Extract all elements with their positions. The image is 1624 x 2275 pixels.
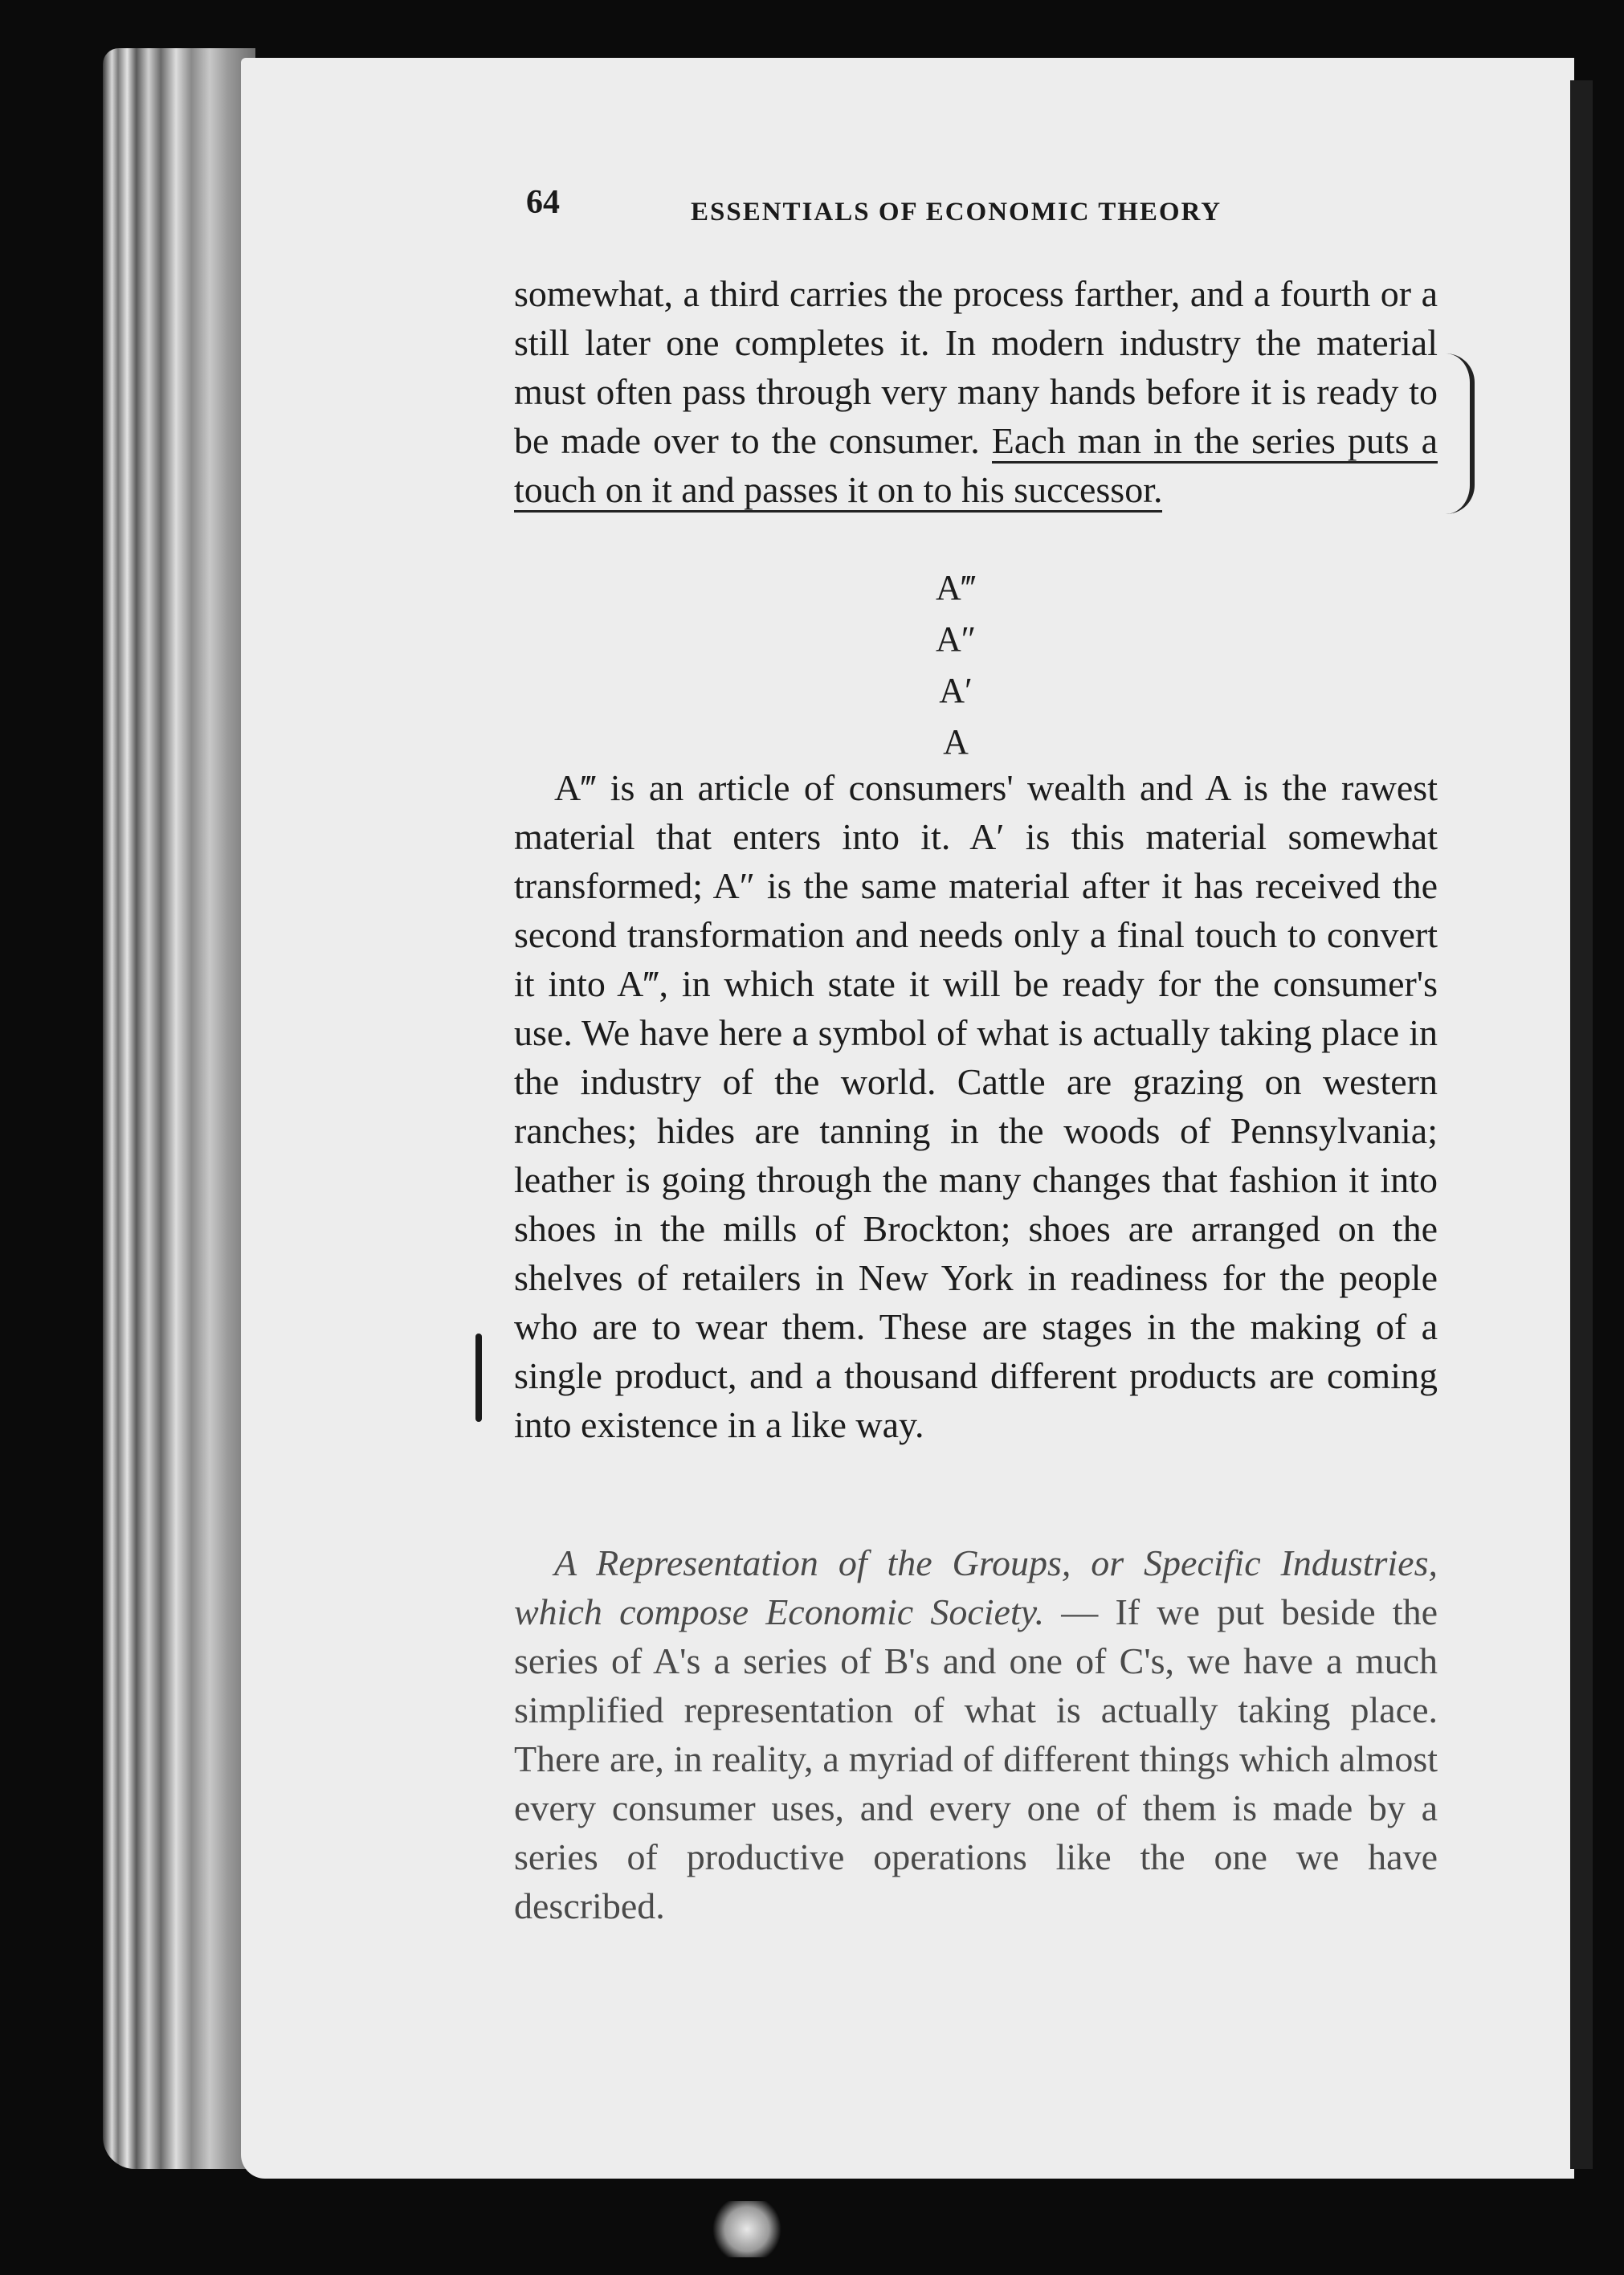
paragraph-3-text: — If we put beside the series of A's a series of B's and one of C's, we have a much simplified representation of what is actually taking place. There are, in reality, a myriad of different things which almost every consumer uses, and every one of them is made by a series of productive operations like the one we have described. [514, 1591, 1438, 1926]
paragraph-1-text: somewhat, a third carries the process farther, and a fourth or a still later one completes it. In modern industry the material must often pass through very many hands before it is ready to be made over to the consumer. [514, 273, 1438, 461]
page-number: 64 [526, 184, 560, 221]
library-stamp-mark [707, 2201, 787, 2257]
diagram-level-a: A [943, 722, 969, 762]
book-spine [103, 48, 255, 2169]
series-diagram [924, 562, 988, 768]
paragraph-2: A‴ is an article of consumers' wealth and A is the rawest material that enters into it. A′ is this material somewhat transformed; A″ is the same material after it has received the second transformation and needs only a final touch to convert it into A‴, in which state it will be ready for the consumer's use. We have here a symbol of what is actually taking place in the industry of the world. Cattle are grazing on western ranches; hides are tanning in the woods of Pennsylvania; leather is going through the many changes that fashion it into shoes in the mills of Brockton; shoes are arranged on the shelves of retailers in New York in readiness for the people who are to wear them. These are stages in the making of a single product, and a thousand different products are coming into existence in a like way. [514, 767, 1438, 1445]
underlined-sentence: Each man in the series puts a touch on it and passes it on to his successor. [514, 420, 1438, 513]
section-heading: A Representation of the Groups, or Specific Industries, which compose Economic Society. [514, 1542, 1438, 1632]
diagram-level-a-triple-prime: A‴ [935, 568, 977, 607]
paragraph-3 [514, 1538, 1438, 1930]
diagram-level-a-double-prime: A″ [935, 619, 977, 659]
diagram-level-a-prime: A′ [939, 671, 973, 710]
page-header [526, 183, 1329, 231]
page-edge [1570, 80, 1593, 2169]
running-title: ESSENTIALS OF ECONOMIC THEORY [691, 198, 1222, 227]
paragraph-1 [514, 269, 1438, 514]
margin-bracket-mark [1446, 353, 1475, 514]
margin-line-mark [475, 1334, 482, 1422]
